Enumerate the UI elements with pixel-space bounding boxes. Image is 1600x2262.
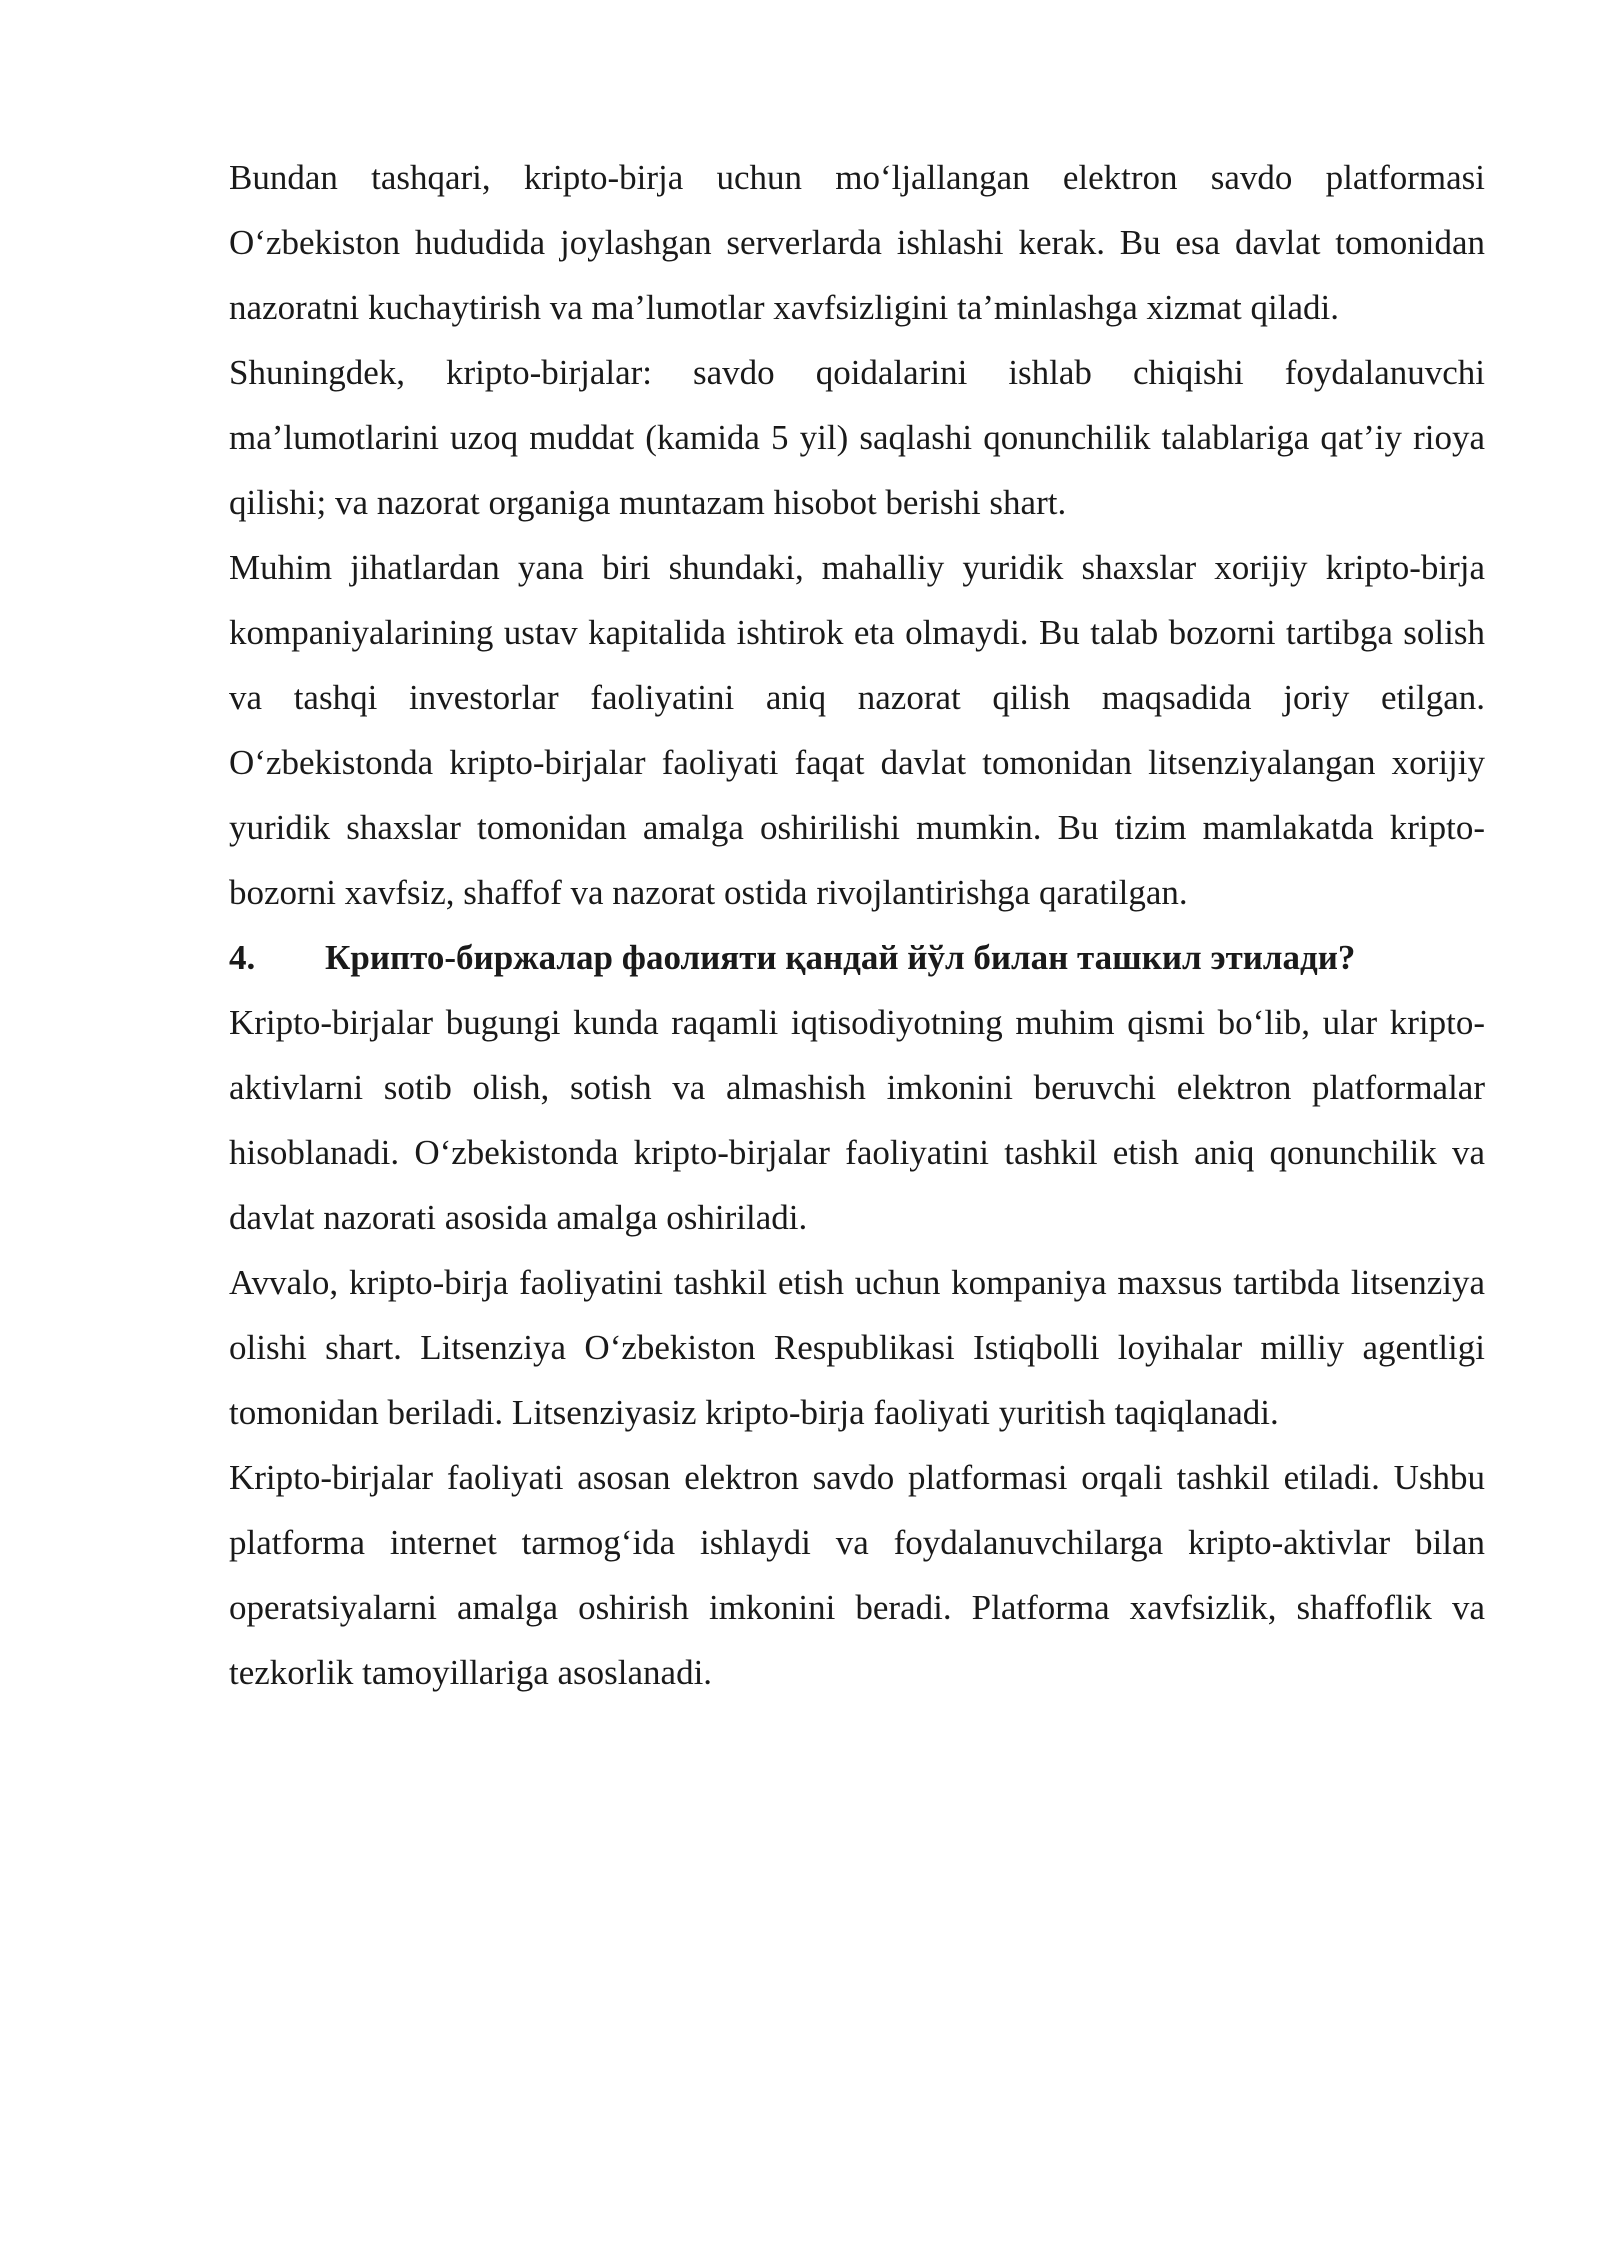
document-body xyxy=(229,145,1485,1705)
paragraph-licensing: Avvalo, kripto-birja faoliyatini tashkil etish uchun kompaniya maxsus tartibda litsenziya olishi shart. Litsenziya O‘zbekiston Respublikasi Istiqbolli loyihalar milliy agentligi tomonidan beriladi. Litsenziyasiz kripto-birja faoliyati yuritish taqiqlanadi. xyxy=(229,1263,1485,1432)
section-title: Крипто-биржалар фаолияти қандай йўл билан ташкил этилади? xyxy=(325,938,1356,977)
paragraph-server-location: Bundan tashqari, kripto-birja uchun mo‘ljallangan elektron savdo platformasi O‘zbekiston hududida joylashgan serverlarda ishlashi kerak. Bu esa davlat tomonidan nazoratni kuchaytirish va ma’lumotlar xavfsizligini ta’minlashga xizmat qiladi. xyxy=(229,158,1485,327)
paragraph-exchange-overview: Kripto-birjalar bugungi kunda raqamli iqtisodiyotning muhim qismi bo‘lib, ular kripto-aktivlarni sotib olish, sotish va almashish imkonini beruvchi elektron platformalar hisoblanadi. O‘zbekistonda kripto-birjalar faoliyatini tashkil etish aniq qonunchilik va davlat nazorati asosida amalga oshiriladi. xyxy=(229,1003,1485,1237)
section-number: 4. xyxy=(229,938,256,977)
paragraph-foreign-capital: Muhim jihatlardan yana biri shundaki, mahalliy yuridik shaxslar xorijiy kripto-birja kompaniyalarining ustav kapitalida ishtirok eta olmaydi. Bu talab bozorni tartibga solish va tashqi investorlar faoliyatini aniq nazorat qilish maqsadida joriy etilgan. O‘zbekistonda kripto-birjalar faoliyati faqat davlat tomonidan litsenziyalangan xorijiy yuridik shaxslar tomonidan amalga oshirilishi mumkin. Bu tizim mamlakatda kripto-bozorni xavfsiz, shaffof va nazorat ostida rivojlantirishga qaratilgan. xyxy=(229,548,1485,912)
paragraph-trading-platform: Kripto-birjalar faoliyati asosan elektron savdo platformasi orqali tashkil etiladi. Ushbu platforma internet tarmog‘ida ishlaydi va foydalanuvchilarga kripto-aktivlar bilan operatsiyalarni amalga oshirish imkonini beradi. Platforma xavfsizlik, shaffoflik va tezkorlik tamoyillariga asoslanadi. xyxy=(229,1458,1485,1692)
section-heading-4 xyxy=(229,925,1485,990)
paragraph-exchange-obligations: Shuningdek, kripto-birjalar: savdo qoidalarini ishlab chiqishi foydalanuvchi ma’lumotlarini uzoq muddat (kamida 5 yil) saqlashi qonunchilik talablariga qat’iy rioya qilishi; va nazorat organiga muntazam hisobot berishi shart. xyxy=(229,353,1485,522)
